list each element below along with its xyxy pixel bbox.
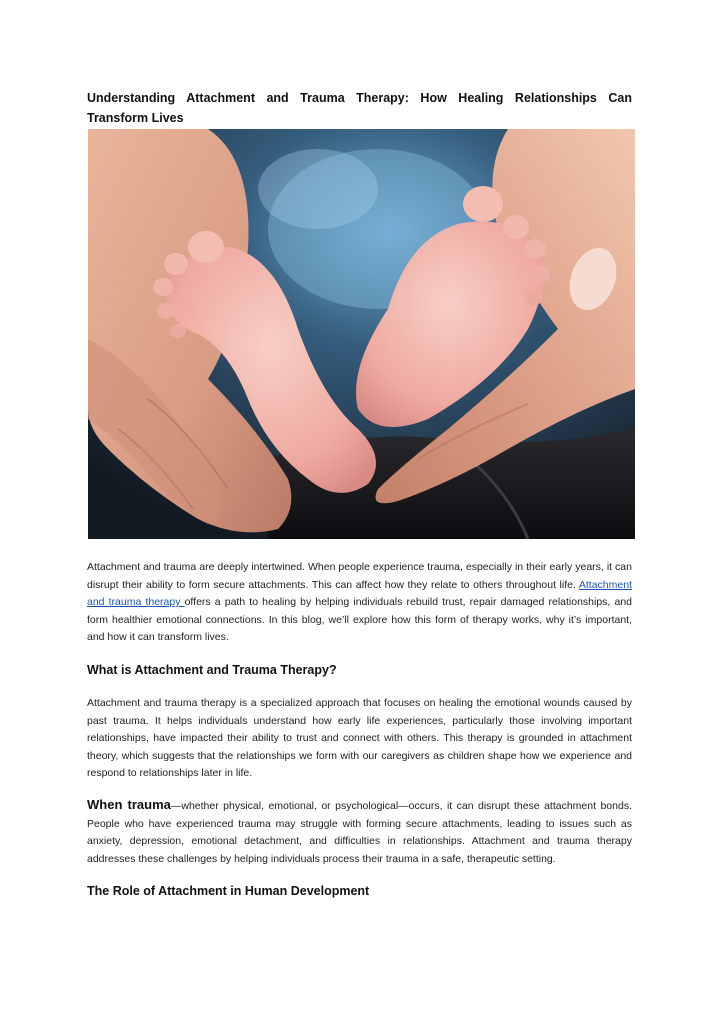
attachment-therapy-link[interactable]: Attachment and trauma therapy — [87, 578, 632, 609]
intro-text-end: offers a path to healing by helping individuals rebuild trust, repair damaged relationships, and form healthier emotional connections. In this blog, we’ll explore how this form of therapy works, why it’s important, and how it can transform lives. — [87, 596, 632, 644]
intro-text-start: Attachment and trauma are deeply intertwined. When people experience trauma, especially in their early years, it can disrupt their ability to form secure attachments. This can affect how they relate to others throughout life. — [87, 561, 632, 591]
page-title: Understanding Attachment and Trauma Therapy: How Healing Relationships Can Transform Lives — [87, 91, 632, 125]
section-heading-role-of-attachment: The Role of Attachment in Human Development — [87, 884, 370, 898]
intro-paragraph — [87, 559, 632, 647]
when-trauma-lead: When trauma — [87, 797, 171, 812]
when-trauma-paragraph — [87, 796, 632, 868]
hero-image — [88, 129, 635, 539]
when-trauma-text: —whether physical, emotional, or psychological—occurs, it can disrupt these attachment bonds. People who have experienced trauma may struggle with forming secure attachments, leading to issues such as anxiety, depression, emotional detachment, and difficulties in relationships. Attachment and trauma therapy addresses these challenges by helping individuals process their trauma in a safe, therapeutic setting. — [87, 800, 632, 865]
baby-feet-photo-icon — [88, 129, 635, 539]
what-is-paragraph: Attachment and trauma therapy is a specialized approach that focuses on healing the emotional wounds caused by past trauma. It helps individuals understand how early life experiences, particularly those involving important relationships, have impacted their ability to trust and connect with others. This therapy is grounded in attachment theory, which suggests that the relationships we form with our caregivers as children shape how we experience and respond to relationships later in life. — [87, 697, 632, 780]
section-heading-what-is: What is Attachment and Trauma Therapy? — [87, 663, 337, 677]
